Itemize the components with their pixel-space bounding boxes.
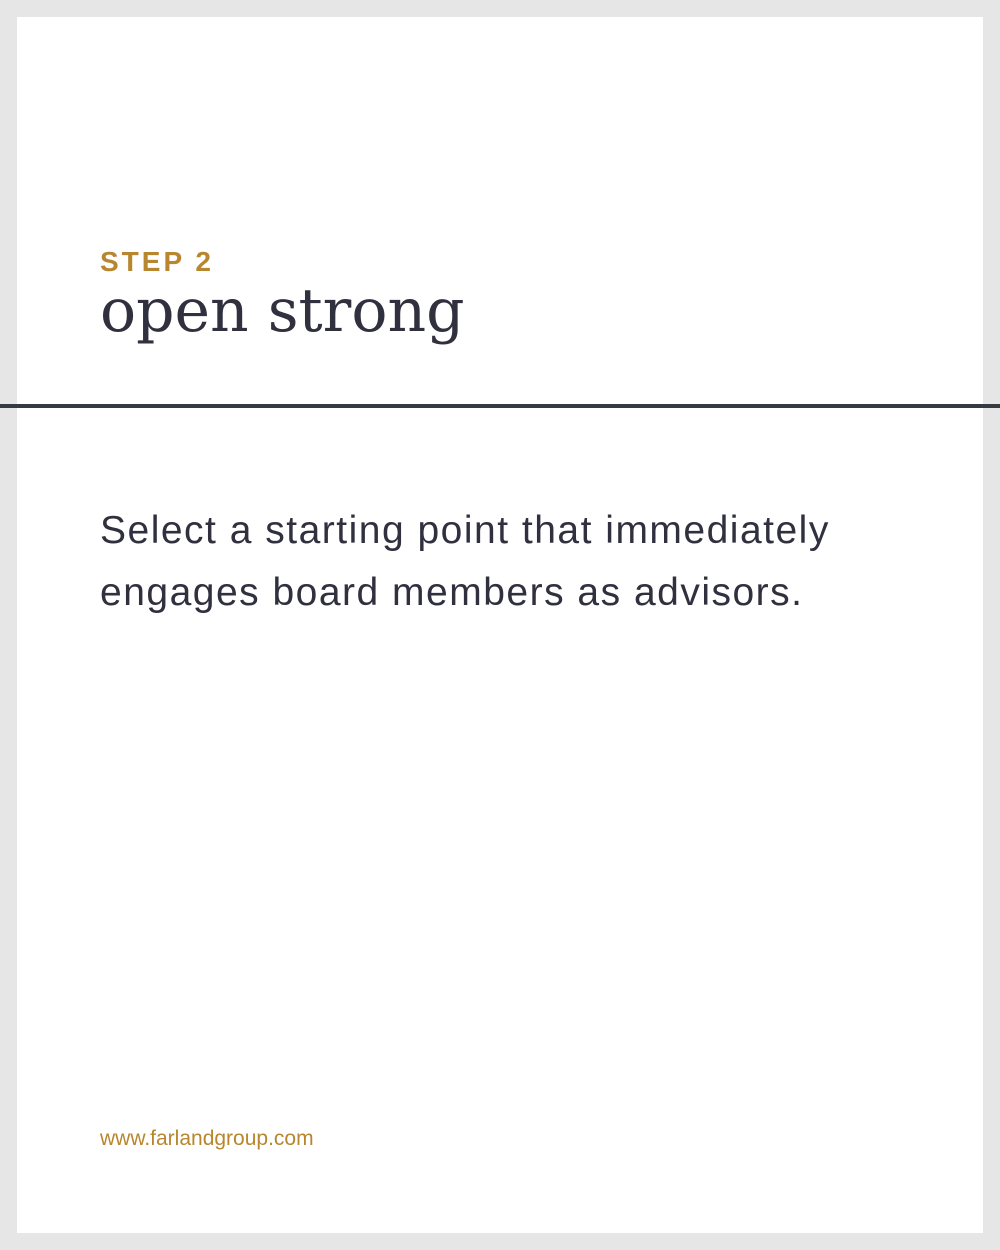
slide-title: open strong: [100, 276, 465, 346]
footer-url: www.farlandgroup.com: [100, 1127, 314, 1150]
body-text: Select a starting point that immediately engages board members as advisors.: [100, 509, 830, 614]
divider-line: [0, 404, 1000, 408]
step-label: STEP 2: [100, 246, 214, 277]
slide-card: [17, 17, 983, 1233]
